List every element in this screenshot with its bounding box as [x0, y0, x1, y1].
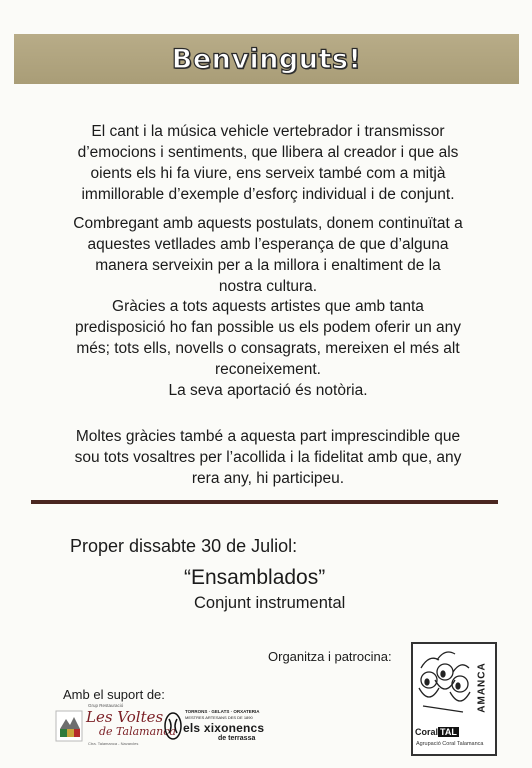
xixonencs-name: els xixonencs	[183, 721, 265, 735]
voltes-small-text: Grup Restauració	[88, 703, 124, 708]
coral-logo-name: Coral TAL	[415, 727, 457, 737]
text-line: Combregant amb aquests postulats, donem continuïtat a	[73, 215, 463, 232]
text-line: predisposició ho fan possible us els podem oferir un any	[74, 319, 461, 336]
voltes-name: Les Voltes	[86, 708, 164, 726]
text-line: El cant i la música vehicle vertebrador i transmissor	[91, 123, 445, 140]
text-line: immillorable d’exemple d’esforç individual i de conjunt.	[81, 186, 455, 203]
voltes-place: de Talamanca	[99, 725, 176, 738]
header-band	[14, 34, 519, 84]
text-line: nostra cultura.	[218, 278, 318, 295]
welcome-paragraph-2	[38, 213, 498, 297]
els-xixonencs-logo	[163, 709, 273, 745]
xixonencs-city: de terrassa	[218, 735, 256, 742]
text-line: Moltes gràcies també a aquesta part imprescindible que	[75, 428, 461, 445]
coral-vertical-text: AMANCA	[476, 661, 488, 713]
xixonencs-tagline: TORRONS · GELATS · ORXATERIA	[185, 709, 260, 714]
organizer-label: Organitza i patrocina:	[268, 649, 392, 664]
welcome-paragraph-3	[38, 296, 498, 401]
text-line: més; tots ells, novells o consagrats, mereixen el més alt	[76, 340, 460, 357]
voltes-foot-text: Ctra. Talamanca - Navarcles	[88, 741, 139, 746]
welcome-paragraph-1	[38, 121, 498, 205]
section-divider	[31, 500, 498, 504]
coral-logo-subtitle: Agrupació Coral Talamanca	[416, 741, 484, 747]
xixonencs-tagline-2: MESTRES ARTESANS DES DE 1890	[185, 715, 253, 720]
text-line: Gràcies a tots aquests artistes que amb tanta	[112, 298, 424, 315]
text-line: La seva aportació és notòria.	[168, 382, 368, 399]
text-line: sou tots vosaltres per l’acollida i la fidelitat amb que, any	[74, 449, 462, 466]
page-title: Benvinguts!	[171, 43, 362, 75]
welcome-paragraph-4	[38, 426, 498, 489]
text-line: reconeixement.	[215, 361, 321, 378]
coral-talamanca-logo	[411, 642, 497, 756]
xixonencs-emblem-icon	[163, 711, 183, 741]
next-event-date: Proper dissabte 30 de Juliol:	[70, 536, 298, 556]
voltes-emblem-icon	[54, 709, 84, 743]
text-line: d’emocions i sentiments, que llibera al creador i que als	[77, 144, 459, 161]
event-title: “Ensamblados”	[184, 566, 326, 589]
event-subtitle: Conjunt instrumental	[194, 594, 346, 612]
text-line: manera serveixin per a la millora i enaltiment de la	[95, 257, 441, 274]
text-line: rera any, hi participeu.	[191, 470, 345, 487]
text-line: oients els hi fa viure, ens serveix també com a mitjà	[90, 165, 446, 182]
les-voltes-logo	[54, 703, 176, 749]
text-line: aquestes vetllades amb l’esperança de que d’alguna	[87, 236, 449, 253]
support-label: Amb el suport de:	[63, 687, 165, 702]
